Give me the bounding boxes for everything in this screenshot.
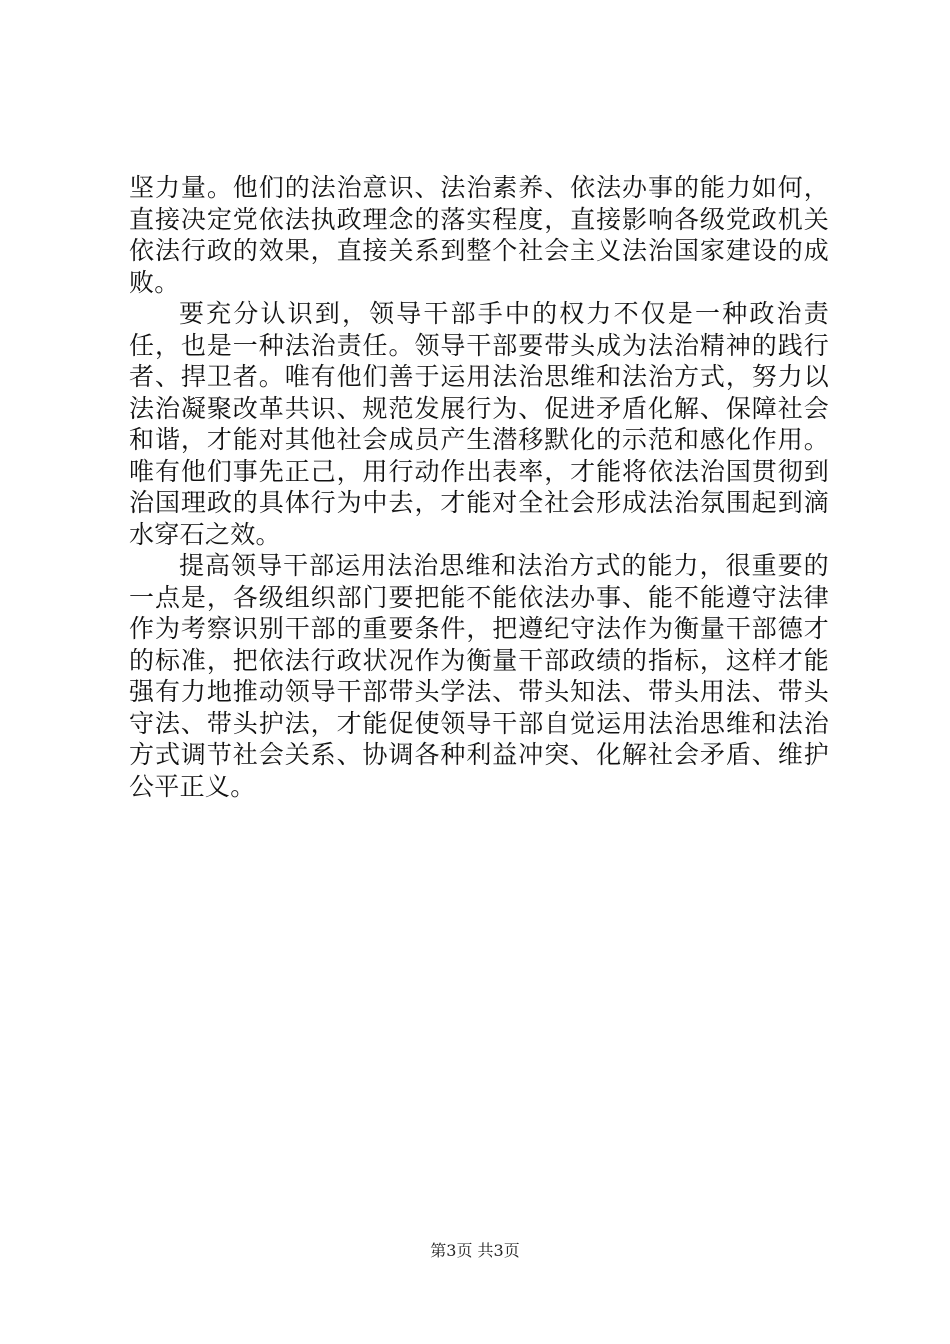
document-body <box>129 172 829 802</box>
paragraph-improve-ability: 提高领导干部运用法治思维和法治方式的能力，很重要的一点是，各级组织部门要把能不能依法办事、能不能遵守法律作为考察识别干部的重要条件，把遵纪守法作为衡量干部德才的标准，把依法行政状况作为衡量干部政绩的指标，这样才能强有力地推动领导干部带头学法、带头知法、带头用法、带头守法、带头护法，才能促使领导干部自觉运用法治思维和法治方式调节社会关系、协调各种利益冲突、化解社会矛盾、维护公平正义。 <box>129 551 829 801</box>
page-footer <box>0 1241 950 1261</box>
paragraph-leaders-responsibility: 要充分认识到，领导干部手中的权力不仅是一种政治责任，也是一种法治责任。领导干部要带头成为法治精神的践行者、捍卫者。唯有他们善于运用法治思维和法治方式，努力以法治凝聚改革共识、规范发展行为、促进矛盾化解、保障社会和谐，才能对其他社会成员产生潜移默化的示范和感化作用。唯有他们事先正己，用行动作出表率，才能将依法治国贯彻到治国理政的具体行为中去，才能对全社会形成法治氛围起到滴水穿石之效。 <box>129 299 829 549</box>
page-number-label: 第3页 共3页 <box>430 1241 520 1260</box>
paragraph-continuation: 坚力量。他们的法治意识、法治素养、依法办事的能力如何，直接决定党依法执政理念的落实程度，直接影响各级党政机关依法行政的效果，直接关系到整个社会主义法治国家建设的成败。 <box>129 173 829 297</box>
